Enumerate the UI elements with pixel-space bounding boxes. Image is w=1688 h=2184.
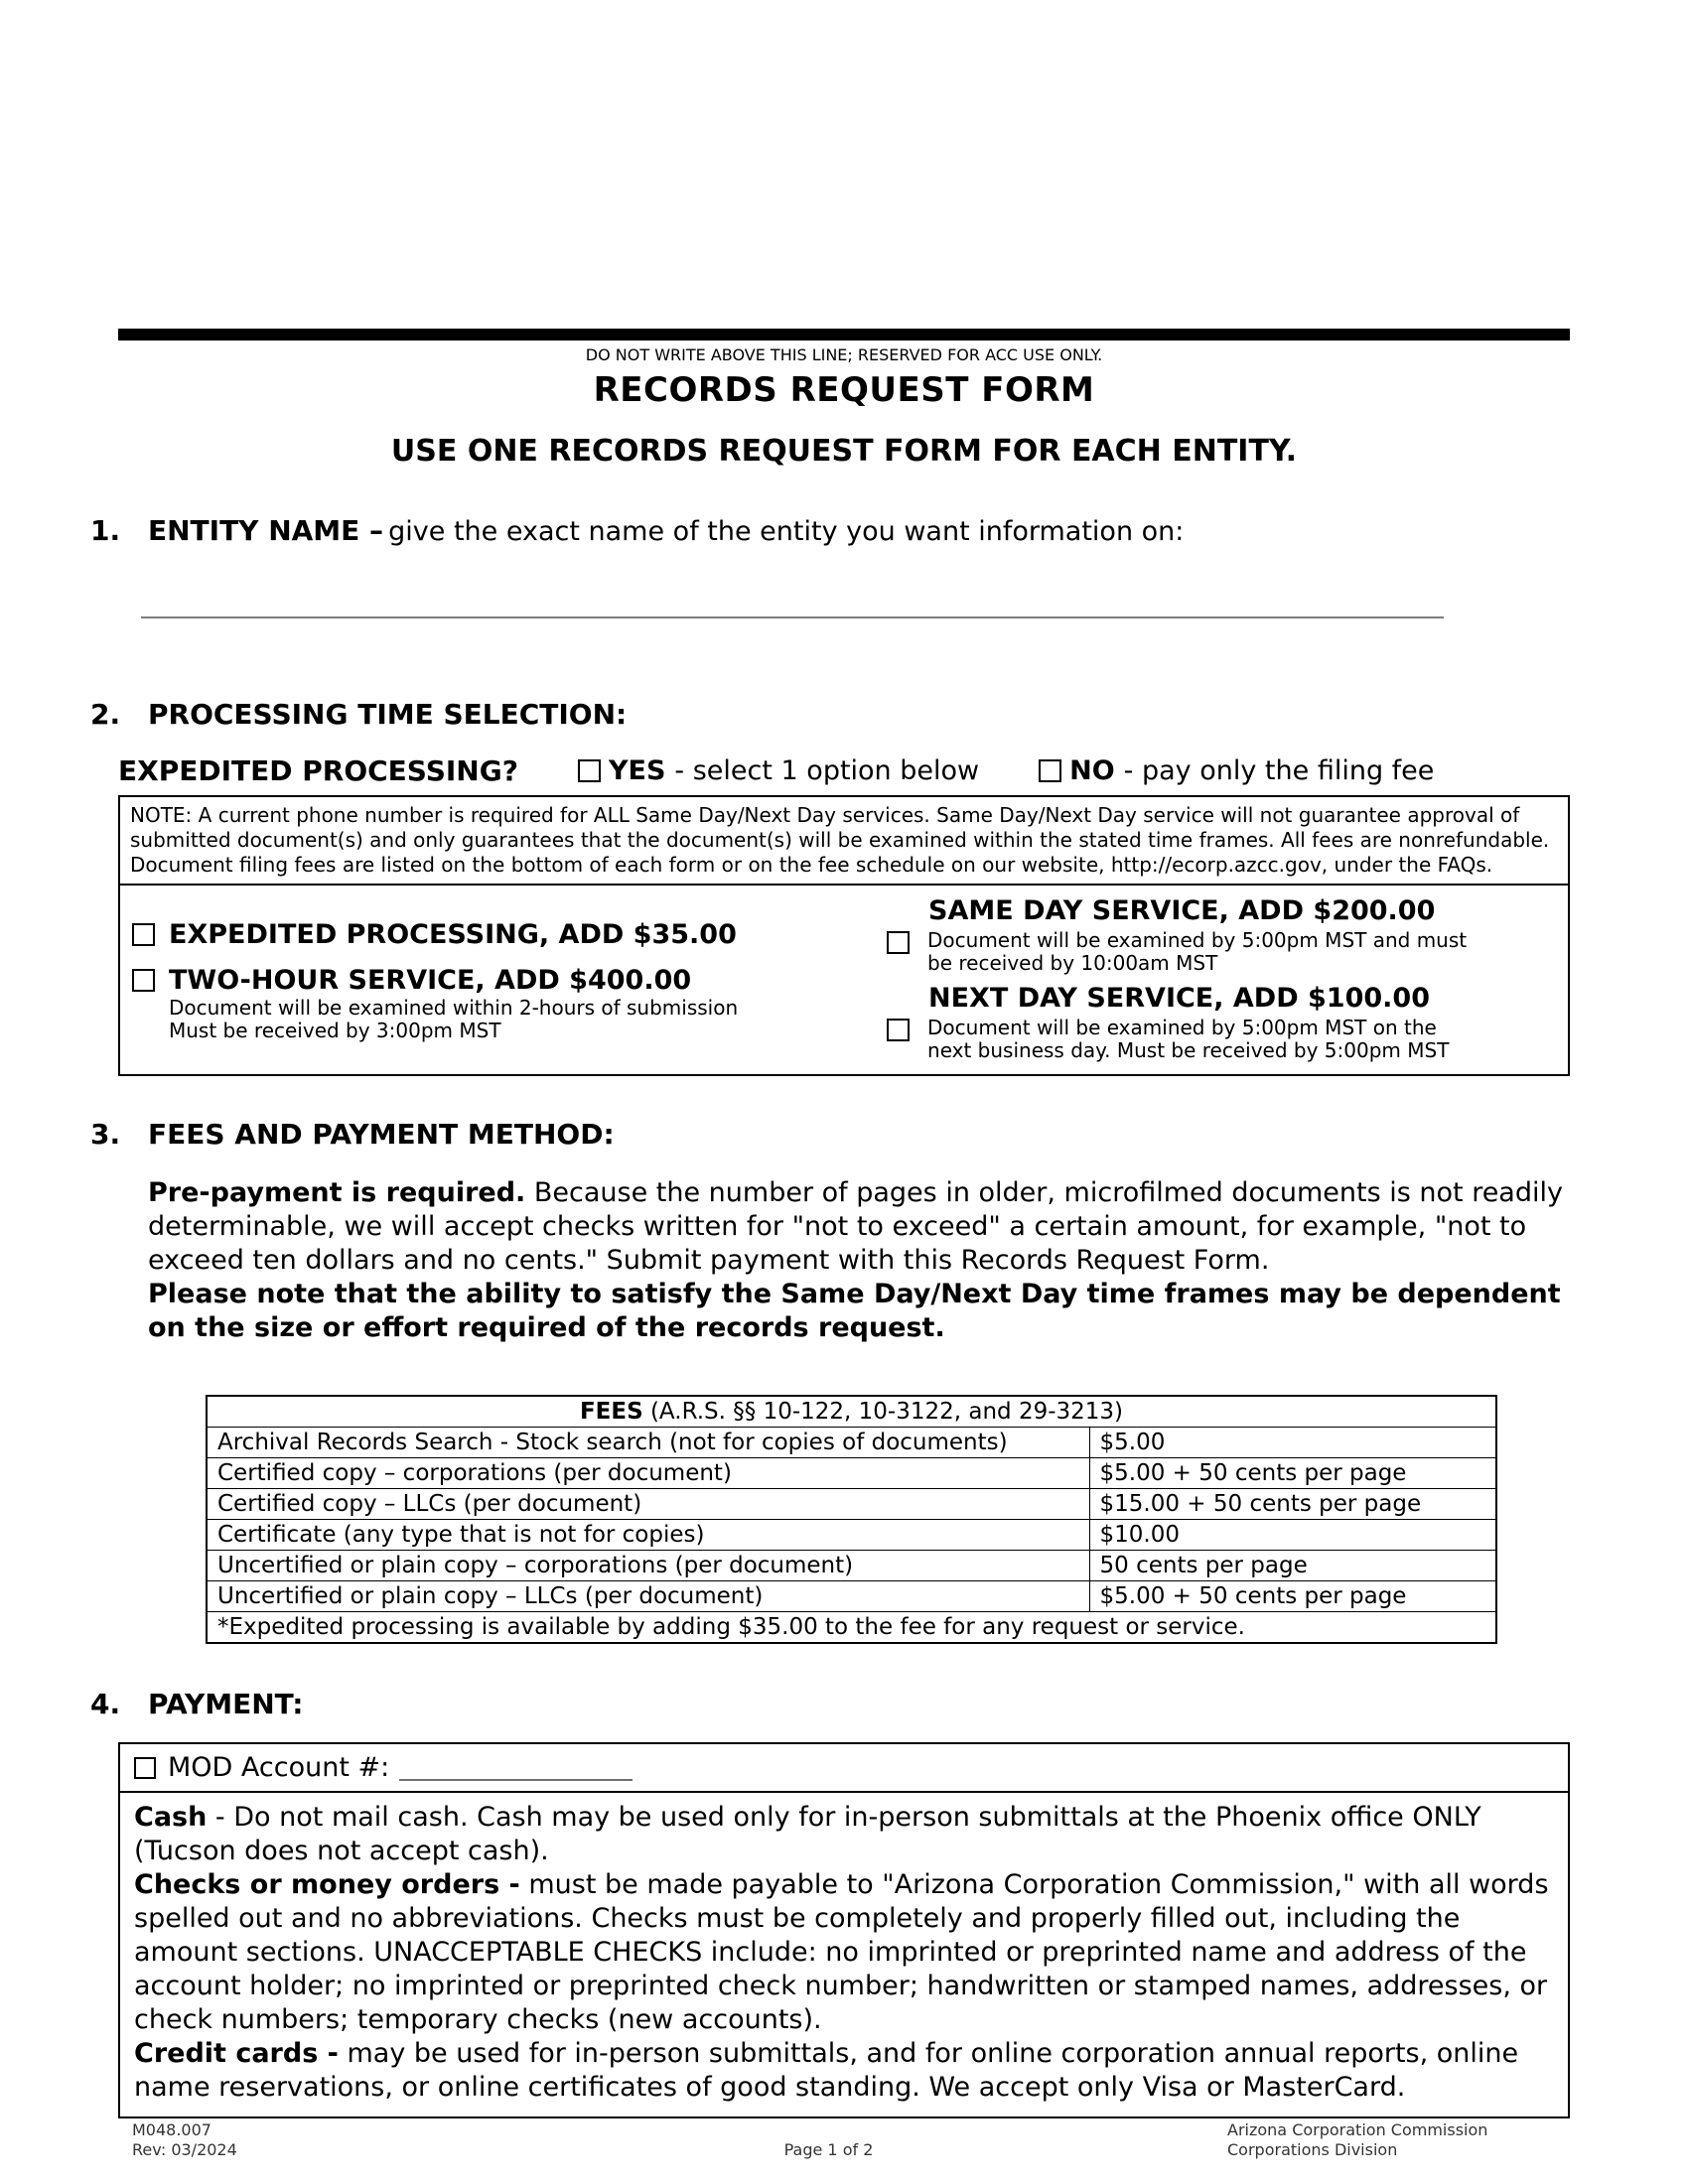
fee-amount: $15.00 + 50 cents per page (1089, 1489, 1496, 1520)
no-description: - pay only the filing fee (1123, 755, 1435, 786)
expedited-yes-checkbox[interactable] (578, 759, 601, 782)
fees-table-title-row (207, 1396, 1496, 1428)
next-day-service-detail: Document will be examined by 5:00pm MST on the (927, 1016, 1437, 1039)
fee-item: Certified copy – LLCs (per document) (207, 1489, 1089, 1520)
credit-cards-paragraph (134, 2037, 1554, 2105)
mod-account-row (120, 1744, 1568, 1793)
checks-text: must be made payable to "Arizona Corporation Commission," with all words spelled out and no abbreviations. Checks must be completely and properly filled out, including the amount sections. UNACCEPTABLE CHECKS include: no imprinted or preprinted name and address of the account holder; no imprinted or preprinted check number; handwritten or stamped names, addresses, or check numbers; temporary checks (new accounts). (134, 1869, 1549, 2035)
processing-time-heading: PROCESSING TIME SELECTION: (148, 698, 628, 731)
same-day-next-day-note-box (118, 795, 1570, 886)
option-next-day-service (887, 983, 1556, 1062)
fee-item: Certificate (any type that is not for copies) (207, 1520, 1089, 1551)
entity-name-instruction: give the exact name of the entity you want information on: (388, 516, 1185, 547)
processing-options-box (118, 886, 1570, 1076)
mod-account-label: MOD Account #: (168, 1752, 390, 1783)
fees-table-statutes: (A.R.S. §§ 10-122, 10-3122, and 29-3213) (649, 1399, 1124, 1425)
section-4-number: 4. (90, 1688, 121, 1720)
footer-form-id (132, 2120, 430, 2160)
org-name: Arizona Corporation Commission (1227, 2120, 1488, 2139)
prepayment-body: Because the number of pages in older, microfilmed documents is not readily determinable, we will accept checks written for "not to exceed" a certain amount, for example, "not to exceed ten dollars and no cents." Submit payment with this Records Request Form. (148, 1177, 1563, 1276)
prepayment-note: Please note that the ability to satisfy the Same Day/Next Day time frames may be dependent on the size or effort required of the records request. (148, 1279, 1561, 1343)
same-day-service-detail: Document will be examined by 5:00pm MST and must (927, 928, 1468, 952)
credit-cards-text: may be used for in-person submittals, and for online corporation annual reports, online name reservations, or online certificates of good standing. We accept only Visa or MasterCard. (134, 2038, 1519, 2103)
cash-label: Cash (134, 1802, 208, 1833)
fee-row-certified-corp (207, 1458, 1496, 1489)
option-two-hour-service (132, 965, 887, 1042)
fee-item: Uncertified or plain copy – corporations (per document) (207, 1551, 1089, 1581)
expedited-processing-label: EXPEDITED PROCESSING, ADD $35.00 (169, 919, 737, 950)
org-division: Corporations Division (1227, 2140, 1398, 2159)
fees-table-title: FEES (579, 1399, 643, 1425)
checks-paragraph (134, 1868, 1554, 2037)
fees-table (206, 1395, 1497, 1644)
form-subtitle: USE ONE RECORDS REQUEST FORM FOR EACH ENTITY. (390, 434, 1298, 469)
form-title: RECORDS REQUEST FORM (593, 370, 1095, 410)
checks-label: Checks or money orders - (134, 1869, 520, 1900)
credit-cards-label: Credit cards - (134, 2038, 339, 2069)
processing-options-right-column (887, 895, 1556, 1062)
fee-row-plain-copy-llc (207, 1581, 1496, 1612)
section-2-number: 2. (90, 698, 121, 731)
same-day-service-label: SAME DAY SERVICE, ADD $200.00 (928, 895, 1436, 926)
payment-instructions (120, 1793, 1568, 2116)
form-number: M048.007 (132, 2120, 211, 2139)
two-hour-service-deadline: Must be received by 3:00pm MST (169, 1019, 501, 1042)
same-day-service-checkbox[interactable] (887, 931, 910, 954)
fee-row-certified-llc (207, 1489, 1496, 1520)
footer-org (1227, 2120, 1570, 2160)
reserved-line-note: DO NOT WRITE ABOVE THIS LINE; RESERVED FOR ACC USE ONLY. (585, 345, 1103, 364)
fees-footnote: *Expedited processing is available by adding $35.00 to the fee for any request or service. (207, 1612, 1496, 1644)
page-number: Page 1 of 2 (783, 2140, 874, 2159)
expedited-processing-question-row (118, 754, 1570, 787)
section-1-entity-name (90, 514, 1570, 547)
fee-amount: $5.00 (1089, 1428, 1496, 1458)
entity-name-label: ENTITY NAME – (148, 514, 384, 547)
two-hour-service-detail: Document will be examined within 2-hours of submission (169, 996, 739, 1020)
fee-row-archival-search (207, 1428, 1496, 1458)
yes-description: - select 1 option below (674, 755, 980, 786)
prepayment-lead: Pre-payment is required. (148, 1177, 526, 1208)
fee-row-certificate (207, 1520, 1496, 1551)
fees-payment-heading: FEES AND PAYMENT METHOD: (148, 1118, 615, 1151)
next-day-service-deadline: next business day. Must be received by 5:00pm MST (927, 1038, 1450, 1062)
fees-footnote-row (207, 1612, 1496, 1644)
fee-amount: 50 cents per page (1089, 1551, 1496, 1581)
fee-item: Archival Records Search - Stock search (not for copies of documents) (207, 1428, 1089, 1458)
entity-name-input[interactable] (141, 616, 1444, 618)
fee-item: Certified copy – corporations (per document) (207, 1458, 1089, 1489)
prepayment-paragraph (148, 1176, 1568, 1345)
cash-text: - Do not mail cash. Cash may be used only for in-person submittals at the Phoenix office ONLY (Tucson does not accept cash). (134, 1802, 1481, 1866)
two-hour-service-label: TWO-HOUR SERVICE, ADD $400.00 (169, 965, 692, 996)
page-footer (132, 2120, 1570, 2160)
expedited-no-checkbox[interactable] (1039, 759, 1061, 782)
payment-heading: PAYMENT: (148, 1688, 304, 1720)
two-hour-service-checkbox[interactable] (132, 969, 155, 992)
cash-paragraph (134, 1801, 1554, 1868)
option-same-day-service (887, 895, 1556, 975)
fee-amount: $5.00 + 50 cents per page (1089, 1458, 1496, 1489)
fee-amount: $10.00 (1089, 1520, 1496, 1551)
fee-item: Uncertified or plain copy – LLCs (per document) (207, 1581, 1089, 1612)
next-day-service-checkbox[interactable] (887, 1019, 910, 1041)
section-4-payment (90, 1688, 1570, 1720)
section-2-processing-time (90, 698, 1570, 731)
mod-account-number-input[interactable] (399, 1755, 633, 1781)
same-day-service-deadline: be received by 10:00am MST (927, 951, 1218, 975)
section-3-fees-payment (90, 1118, 1570, 1151)
expedited-processing-question: EXPEDITED PROCESSING? (118, 754, 518, 787)
section-1-number: 1. (90, 514, 121, 547)
option-expedited-processing (132, 919, 887, 951)
processing-options-left-column (132, 895, 887, 1062)
payment-box (118, 1742, 1570, 2118)
form-revision: Rev: 03/2024 (132, 2140, 237, 2159)
acc-reserved-divider-bar (118, 329, 1570, 341)
mod-account-checkbox[interactable] (134, 1757, 156, 1779)
same-day-next-day-note-text: NOTE: A current phone number is required for ALL Same Day/Next Day services. Same Day/Next Day service will not guarantee approval of submitted document(s) and only guarantees that the document(s) will be examined within the stated time frames. All fees are nonrefundable. Document filing fees are listed on the bottom of each form or on the fee schedule on our website, http://ecorp.azcc.gov, under the FAQs. (130, 803, 1550, 877)
fee-amount: $5.00 + 50 cents per page (1089, 1581, 1496, 1612)
yes-label: YES (608, 755, 666, 786)
fee-row-plain-copy-corp (207, 1551, 1496, 1581)
section-3-number: 3. (90, 1118, 121, 1151)
next-day-service-label: NEXT DAY SERVICE, ADD $100.00 (928, 983, 1430, 1014)
expedited-processing-checkbox[interactable] (132, 923, 155, 946)
no-label: NO (1069, 755, 1115, 786)
